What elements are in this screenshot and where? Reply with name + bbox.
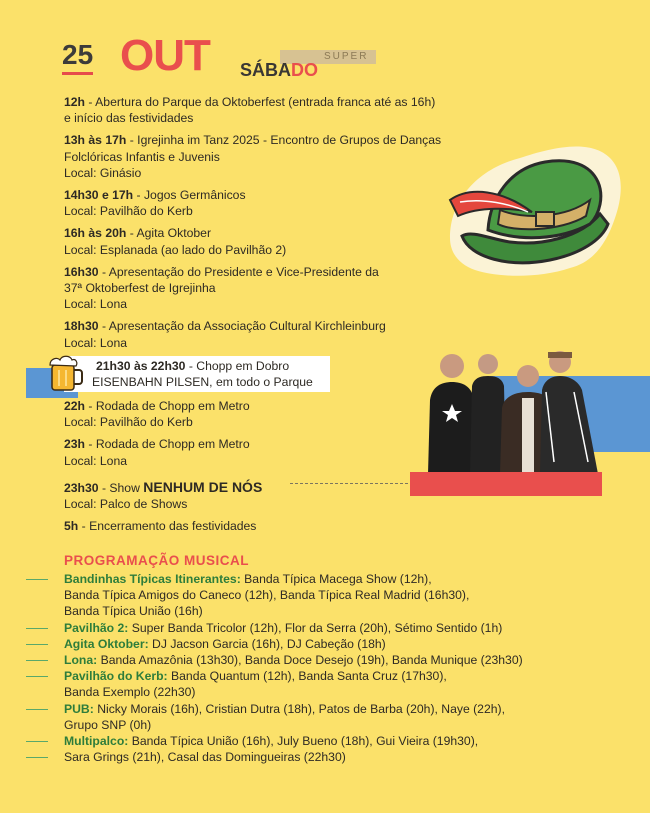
event-5h	[64, 518, 494, 534]
weekday-end: DO	[291, 60, 319, 80]
event-local: Local: Ginásio	[64, 165, 142, 180]
event-local: Local: Esplanada (ao lado do Pavilhão 2)	[64, 242, 287, 257]
event-text: - Show	[101, 480, 140, 495]
music-row	[64, 652, 624, 668]
event-time: 23h30	[64, 480, 99, 495]
event-text: - Igrejinha im Tanz 2025 - Encontro de Grupos de Danças	[129, 133, 442, 148]
music-row	[64, 668, 624, 684]
date-month: OUT	[120, 31, 210, 80]
super-tag: SUPER	[280, 50, 376, 64]
event-local: Local: Lona	[64, 335, 128, 350]
event-23h	[64, 436, 494, 468]
music-acts: Banda Amazônia (13h30), Banda Doce Desejo (19h), Banda Munique (23h30)	[100, 653, 523, 668]
weekday-main: SÁBA	[240, 60, 292, 80]
event-time: 14h30 e 17h	[64, 188, 134, 203]
event-time: 22h	[64, 399, 86, 413]
music-acts: Banda Exemplo (22h30)	[64, 685, 196, 700]
music-acts: Banda Típica União (16h)	[64, 604, 203, 619]
music-row-tick	[26, 644, 48, 645]
event-text: - Apresentação da Associação Cultural Kirchleinburg	[101, 319, 386, 334]
music-row	[64, 684, 624, 700]
event-16h30	[64, 264, 494, 313]
music-venue: Pavilhão 2:	[64, 620, 129, 635]
event-13h	[64, 132, 494, 181]
event-local: Local: Pavilhão do Kerb	[64, 415, 193, 430]
music-row-tick	[26, 757, 48, 758]
event-local: Local: Lona	[64, 297, 128, 312]
music-row	[64, 571, 624, 587]
music-acts: Super Banda Tricolor (12h), Flor da Serra (20h), Sétimo Sentido (1h)	[131, 620, 503, 635]
music-acts: Grupo SNP (0h)	[64, 717, 152, 732]
event-16h	[64, 225, 494, 257]
event-text: - Rodada de Chopp em Metro	[88, 437, 250, 452]
music-row	[64, 749, 624, 765]
event-time: 12h	[64, 95, 86, 109]
chopp-promo	[92, 358, 336, 390]
music-venue: Bandinhas Típicas Itinerantes:	[64, 572, 241, 586]
event-local: Local: Palco de Shows	[64, 497, 188, 512]
music-venue: Pavilhão do Kerb:	[64, 669, 168, 684]
music-row	[64, 717, 624, 733]
music-row-tick	[26, 741, 48, 742]
event-22h	[64, 398, 494, 430]
music-row	[64, 701, 624, 717]
chopp-time: 21h30 às 22h30	[96, 359, 186, 373]
event-text: - Agita Oktober	[129, 226, 212, 241]
weekday	[240, 60, 318, 80]
music-row	[64, 636, 624, 652]
music-venue: Lona:	[64, 653, 98, 668]
event-time: 23h	[64, 437, 86, 452]
music-title: PROGRAMAÇÃO MUSICAL	[64, 553, 249, 568]
event-local: Local: Pavilhão do Kerb	[64, 204, 193, 219]
music-row-tick	[26, 628, 48, 629]
event-text: - Abertura do Parque da Oktoberfest (entrada franca até as 16h)	[88, 95, 436, 109]
schedule-list-late	[64, 398, 494, 534]
event-text: Folclóricas Infantis e Juvenis	[64, 149, 220, 164]
date-day: 25	[62, 40, 93, 75]
show-dashed-line	[290, 483, 408, 484]
music-acts: Nicky Morais (16h), Cristian Dutra (18h), Patos de Barba (20h), Naye (22h),	[97, 701, 505, 716]
music-acts: Sara Grings (21h), Casal das Domingueiras (22h30)	[64, 750, 346, 765]
schedule-list	[64, 94, 494, 351]
event-text: e início das festividades	[64, 111, 194, 126]
event-time: 16h às 20h	[64, 226, 127, 241]
music-acts: DJ Jacson Garcia (16h), DJ Cabeção (18h)	[152, 636, 386, 651]
music-acts: Banda Típica Macega Show (12h),	[244, 572, 432, 586]
beer-mug-icon	[48, 353, 84, 393]
chopp-text-2: EISENBAHN PILSEN, em todo o Parque	[92, 375, 313, 390]
music-row-tick	[26, 579, 48, 580]
music-venue: Multipalco:	[64, 734, 129, 749]
event-text: - Jogos Germânicos	[136, 188, 246, 203]
music-venue: Agita Oktober:	[64, 636, 149, 651]
music-acts: Banda Típica União (16h), July Bueno (18h), Gui Vieira (19h30),	[131, 734, 479, 749]
event-time: 16h30	[64, 264, 99, 279]
event-time: 5h	[64, 519, 79, 534]
music-acts: Banda Quantum (12h), Banda Santa Cruz (17h30),	[171, 669, 447, 684]
event-text: - Rodada de Chopp em Metro	[88, 399, 250, 413]
event-text: 37ª Oktoberfest de Igrejinha	[64, 281, 216, 296]
music-list	[64, 571, 624, 765]
event-23h30	[64, 479, 494, 512]
event-local: Local: Lona	[64, 453, 128, 468]
event-time: 18h30	[64, 319, 99, 334]
event-text: - Encerramento das festividades	[81, 519, 257, 534]
music-row-tick	[26, 676, 48, 677]
music-row	[64, 603, 624, 619]
music-row-tick	[26, 660, 48, 661]
music-venue: PUB:	[64, 701, 94, 716]
show-artist: NENHUM DE NÓS	[143, 478, 263, 495]
music-acts: Banda Típica Amigos do Caneco (12h), Banda Típica Real Madrid (16h30),	[64, 588, 470, 603]
music-row-tick	[26, 709, 48, 710]
event-12h	[64, 94, 494, 126]
music-row	[64, 620, 624, 636]
music-row	[64, 733, 624, 749]
chopp-text-1: - Chopp em Dobro	[188, 359, 290, 373]
event-text: - Apresentação do Presidente e Vice-Presidente da	[101, 264, 379, 279]
event-time: 13h às 17h	[64, 133, 127, 148]
event-14h30	[64, 187, 494, 219]
music-row	[64, 587, 624, 603]
